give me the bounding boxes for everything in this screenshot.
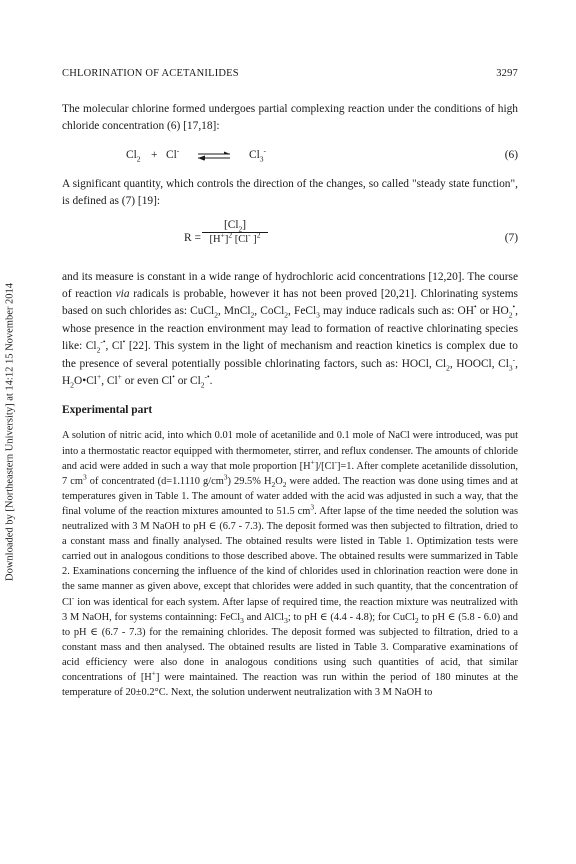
eq6-cl2-sub: 2 bbox=[136, 154, 141, 164]
p3-s6: 2 bbox=[96, 345, 101, 355]
exp-t12: to pH ∈ (5.8 - 6.0) and to pH ∈ (6.7 - 7.3) for the remaining chlorides. The deposit formed was subjected to filtration, dried to a constant mass and then analysed. The obtained results are listed in Table 3. Comparative examinations of acid efficiency were also done in analogous conditions using such quantities of acid, that similar concentrations of [H bbox=[62, 611, 518, 683]
p3-s5: 2 bbox=[508, 310, 513, 320]
exp-s2: 2 bbox=[282, 479, 287, 489]
exp-t5: ) 29.5% H bbox=[227, 475, 272, 487]
page-number: 3297 bbox=[496, 68, 518, 79]
p3-t1: and its measure is constant in a wide range of hydrochloric acid concentrations [12,20]. The course of reaction bbox=[62, 270, 518, 301]
running-title: CHLORINATION OF ACETANILIDES bbox=[62, 68, 239, 79]
p3-s10: 2 bbox=[200, 380, 205, 390]
steady-state-paragraph: A significant quantity, which controls the direction of the changes, so called "steady state function", is defined as (7) [19]: bbox=[62, 177, 518, 208]
exp-s4: 3 bbox=[284, 615, 288, 625]
eq6-chloride bbox=[166, 146, 180, 161]
p3-t4: , CoCl bbox=[254, 305, 285, 318]
exp-t4: of concentrated (d=1.1110 g/cm bbox=[86, 475, 224, 487]
p3-t12: , H bbox=[62, 357, 518, 388]
eq7-lhs: R = bbox=[184, 231, 201, 244]
exp-t13: ] were maintained. The reaction was run within the period of 180 minutes at the temperature of 20±0.2°C. Next, the solution underwent neutralization with 3 M NaOH to bbox=[62, 671, 518, 699]
exp-t1: A solution of nitric acid, into which 0.01 mole of acetanilide and 0.1 mole of NaCl were introduced, was put into a thermostatic reactor equipped with thermometer, stirrer, and reflux condenser. The amounts of chloride and acid were added in such a way that mole proportion [H bbox=[62, 430, 518, 472]
p3-t7: or HO bbox=[476, 305, 509, 318]
eq6-trichloride-sup: - bbox=[263, 146, 267, 156]
p3-s1: 2 bbox=[214, 310, 218, 320]
p3-t10: [22]. This system in the light of mechanism and reaction kinetics is complex due to the presence of several potentially possible chlorinating factors, such as: HOCl, Cl bbox=[62, 340, 518, 370]
eq6-chloride-sup: - bbox=[176, 146, 180, 156]
exp-t3: ]=1. After complete acetanilide dissolution, 7 cm bbox=[62, 460, 518, 487]
exp-p6: - bbox=[71, 593, 75, 603]
exp-p5: 3 bbox=[310, 502, 315, 512]
eq7-num-sub: 2 bbox=[238, 223, 243, 233]
p3-t8: , whose presence in the reaction environment may lead to formation of reactive chlorinating species like: Cl bbox=[62, 305, 519, 353]
eq7-denominator bbox=[202, 230, 268, 245]
p3-t14: , Cl bbox=[101, 375, 118, 388]
eq6-chloride-symbol: Cl bbox=[166, 148, 177, 161]
exp-t11: ; to pH ∈ (4.4 - 4.8); for CuCl bbox=[287, 611, 415, 623]
experimental-paragraph bbox=[62, 428, 518, 700]
exp-t10: and AlCl bbox=[243, 611, 285, 623]
download-note-text: Downloaded by [Northeastern University] at 14:12 15 November 2014 bbox=[4, 282, 16, 582]
p3-s9: 2 bbox=[70, 380, 74, 390]
eq6-trichloride-symbol: Cl bbox=[249, 148, 260, 161]
section-heading: Experimental part bbox=[62, 404, 153, 417]
eq7-den-c: [Cl bbox=[232, 233, 249, 245]
eq7-fraction bbox=[202, 219, 268, 245]
intro-paragraph: The molecular chlorine formed undergoes partial complexing reaction under the conditions of high chloride concentration (6) [17,18]: bbox=[62, 103, 518, 133]
eq6-trichloride bbox=[249, 146, 267, 164]
eq7-den-sup1: + bbox=[220, 230, 225, 240]
equilibrium-arrow-icon bbox=[194, 150, 234, 162]
p3-via: via bbox=[115, 288, 130, 301]
p3-t11: , HOOCl, Cl bbox=[449, 357, 509, 370]
page-content bbox=[62, 68, 518, 700]
exp-t7: were added. The reaction was done using times and at temperatures given in Table 1. The amount of water added with the acid was adjusted in such a way, that the final volume of the reaction mixtures amounted to 51.5 cm bbox=[62, 475, 519, 517]
p3-s7: 2 bbox=[446, 362, 450, 372]
p3-t9: , Cl bbox=[105, 340, 123, 353]
equation-7 bbox=[62, 215, 518, 267]
running-header bbox=[62, 68, 518, 79]
eq7-den-a: [H bbox=[209, 233, 221, 245]
p3-p7: + bbox=[117, 372, 122, 382]
p3-p9: -• bbox=[204, 372, 210, 382]
p3-p2: • bbox=[512, 302, 516, 312]
exp-t6: O bbox=[275, 475, 283, 487]
eq7-den-d: ] bbox=[250, 233, 257, 245]
p3-t6: may induce radicals such as: OH bbox=[319, 305, 474, 318]
p3-t15: or even Cl bbox=[121, 375, 173, 388]
exp-s3: 3 bbox=[240, 615, 244, 625]
p3-p3: -• bbox=[100, 337, 106, 347]
eq6-trichloride-sub: 3 bbox=[259, 154, 264, 164]
p3-p1: • bbox=[473, 302, 477, 312]
p3-t2: radicals is probable, however it has not been proved [20,21]. Chlorinating systems based on such chlorides as: CuCl bbox=[62, 288, 518, 318]
p3-s4: 3 bbox=[316, 310, 320, 320]
download-watermark bbox=[0, 0, 20, 864]
eq7-den-sup2: 2 bbox=[228, 230, 233, 240]
eq6-cl2-symbol: Cl bbox=[126, 148, 137, 161]
p3-s2: 2 bbox=[250, 310, 255, 320]
exp-p1: + bbox=[310, 457, 315, 467]
exp-t2: ]/[Cl bbox=[314, 460, 335, 472]
eq7-den-sup4: 2 bbox=[256, 230, 261, 240]
eq7-den-b: ] bbox=[224, 233, 229, 245]
exp-s5: 2 bbox=[414, 615, 419, 625]
p3-t3: , MnCl bbox=[217, 305, 251, 318]
eq6-cl2 bbox=[126, 148, 141, 164]
p3-s8: 3 bbox=[508, 362, 513, 372]
p3-t17: . bbox=[209, 375, 213, 388]
exp-t8: . After lapse of the time needed the solution was neutralized with 3 M NaOH to pH ∈ (6.7 - 7.3). The deposit formed was then subjected to filtration, dried to a constant mass and finally analysed. The obtained results were listed in Table 1. Optimization tests were carried out in analogous conditions to those described above. The obtained results were summarized in Table 2. Examinations concerning the influence of the kind of chlorides used in chlorination reaction were done in the same manner as given above, except that chlorides were added in such quantity, that the concentration of Cl bbox=[62, 505, 518, 608]
exp-p3: 3 bbox=[82, 472, 87, 482]
p3-s3: 2 bbox=[284, 310, 289, 320]
equation-number-6: (6) bbox=[504, 148, 518, 161]
exp-s1: 2 bbox=[271, 479, 276, 489]
eq7-den-sup3: - bbox=[248, 230, 251, 240]
eq7-num-close: ] bbox=[242, 218, 247, 231]
equation-number-7: (7) bbox=[504, 231, 518, 244]
p3-t16: or Cl bbox=[174, 375, 201, 388]
p3-p6: + bbox=[96, 372, 102, 382]
mechanism-paragraph bbox=[62, 269, 518, 391]
p3-p4: • bbox=[122, 337, 126, 347]
exp-p4: 3 bbox=[223, 472, 228, 482]
p3-p8: • bbox=[172, 372, 175, 382]
exp-p7: + bbox=[151, 668, 157, 678]
p3-p5: - bbox=[512, 354, 516, 364]
equation-6 bbox=[62, 144, 518, 170]
eq7-num-open: [Cl bbox=[223, 218, 239, 231]
exp-p2: - bbox=[334, 457, 337, 467]
exp-t9: ion was identical for each system. After lapse of required time, the reaction mixture was neutralized with 3 M NaOH, for systems containning: FeCl bbox=[62, 596, 518, 623]
eq6-plus: + bbox=[151, 148, 158, 161]
p3-t13: O•Cl bbox=[73, 375, 97, 388]
p3-t5: , FeCl bbox=[288, 305, 317, 318]
